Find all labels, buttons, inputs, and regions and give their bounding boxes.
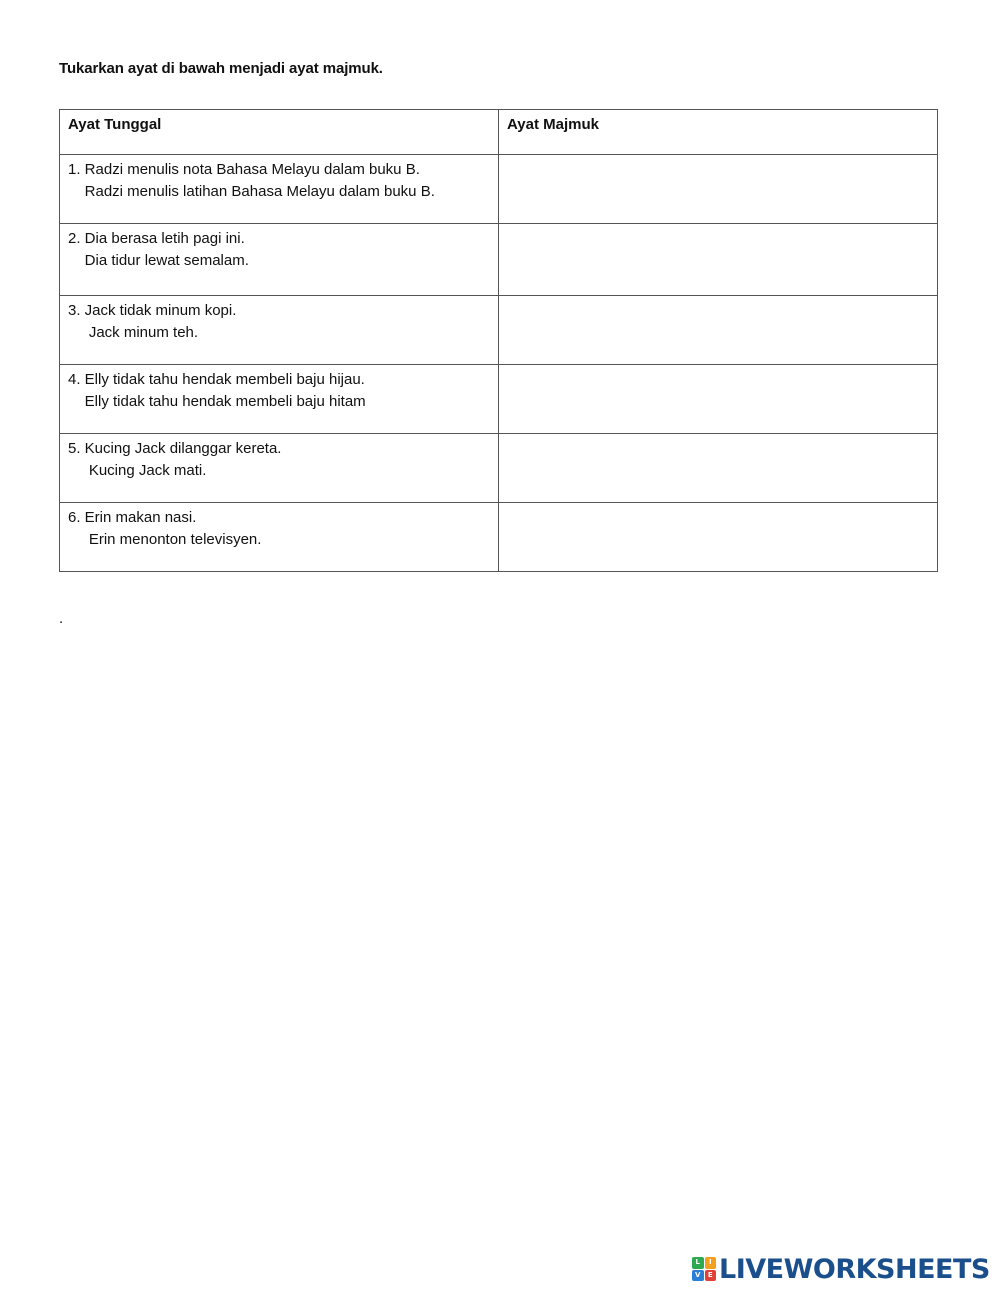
question-6-sentence-a: 6. Erin makan nasi.: [68, 509, 197, 526]
instruction-heading: Tukarkan ayat di bawah menjadi ayat majmuk.: [59, 60, 383, 77]
question-4-sentence-b: Elly tidak tahu hendak membeli baju hitam: [68, 393, 366, 410]
table-row: [60, 155, 938, 224]
table-row: [60, 365, 938, 434]
header-ayat-majmuk-label: Ayat Majmuk: [507, 116, 599, 133]
liveworksheets-brand: [692, 1254, 990, 1284]
question-1-sentence-a: 1. Radzi menulis nota Bahasa Melayu dalam buku B.: [68, 161, 420, 178]
question-5-sentence-a: 5. Kucing Jack dilanggar kereta.: [68, 440, 282, 457]
question-cell-3: [60, 296, 499, 365]
answer-field-4[interactable]: [499, 365, 938, 434]
answer-field-1[interactable]: [499, 155, 938, 224]
question-cell-1: [60, 155, 499, 224]
header-ayat-tunggal-label: Ayat Tunggal: [68, 116, 162, 133]
question-cell-5: [60, 434, 499, 503]
answer-field-3[interactable]: [499, 296, 938, 365]
question-1-sentence-b: Radzi menulis latihan Bahasa Melayu dalam buku B.: [68, 183, 435, 200]
answer-field-6[interactable]: [499, 503, 938, 572]
answer-field-5[interactable]: [499, 434, 938, 503]
question-4-sentence-a: 4. Elly tidak tahu hendak membeli baju hijau.: [68, 371, 365, 388]
liveworksheets-logo-icon: [692, 1257, 716, 1281]
question-3-sentence-b: Jack minum teh.: [68, 324, 199, 341]
question-3-sentence-a: 3. Jack tidak minum kopi.: [68, 302, 237, 319]
table-row: [60, 296, 938, 365]
table-row: [60, 434, 938, 503]
answer-field-2[interactable]: [499, 224, 938, 296]
question-5-sentence-b: Kucing Jack mati.: [68, 462, 207, 479]
table-row: [60, 503, 938, 572]
header-ayat-majmuk: [499, 110, 938, 155]
liveworksheets-wordmark: LIVEWORKSHEETS: [719, 1253, 990, 1285]
question-2-sentence-b: Dia tidur lewat semalam.: [68, 252, 249, 269]
question-cell-6: [60, 503, 499, 572]
header-ayat-tunggal: [60, 110, 499, 155]
question-2-sentence-a: 2. Dia berasa letih pagi ini.: [68, 230, 245, 247]
table-header-row: [60, 110, 938, 155]
trailing-period: .: [59, 610, 64, 627]
logo-tile-i: I: [705, 1257, 717, 1269]
logo-tile-l: L: [692, 1257, 704, 1269]
question-6-sentence-b: Erin menonton televisyen.: [68, 531, 262, 548]
logo-tile-v: V: [692, 1270, 704, 1282]
question-cell-4: [60, 365, 499, 434]
question-cell-2: [60, 224, 499, 296]
logo-tile-e: E: [705, 1270, 717, 1282]
table-row: [60, 224, 938, 296]
worksheet-table: [59, 109, 938, 572]
